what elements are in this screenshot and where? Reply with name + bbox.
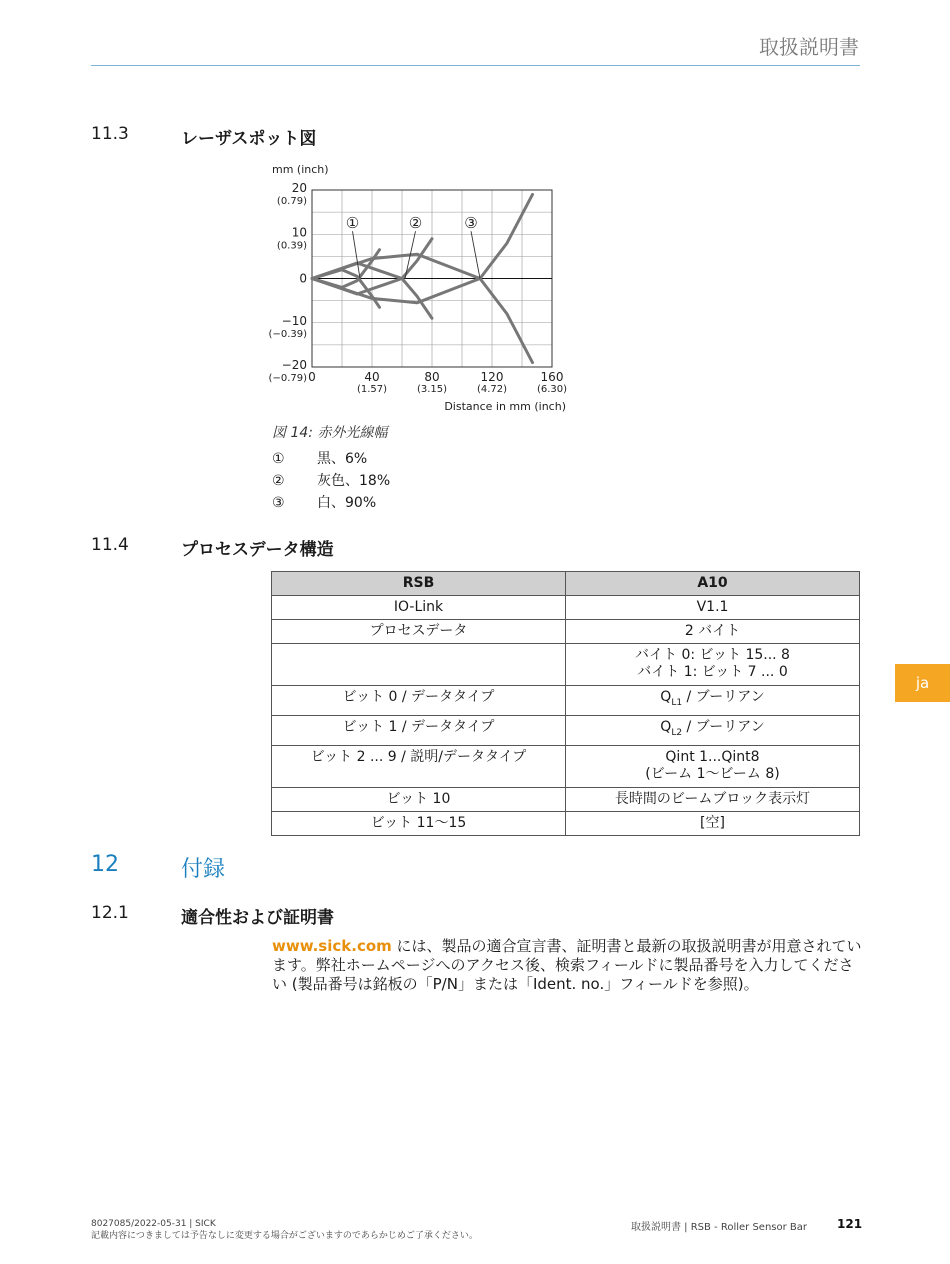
annotation-label: ① (345, 214, 360, 233)
table-row (272, 686, 860, 716)
table-row (272, 620, 860, 644)
table-cell: プロセスデータ (272, 620, 566, 644)
annotation-leader (471, 231, 480, 278)
section-number: 11.4 (91, 535, 129, 555)
y-tick-label: −10 (281, 313, 307, 328)
chapter-number: 12 (91, 852, 119, 877)
table-row (272, 787, 860, 811)
annotation-label: ② (408, 214, 423, 233)
table-cell: [空] (566, 811, 860, 835)
y-tick-sublabel: (0.39) (276, 240, 307, 252)
cell-text: / ブーリアン (682, 718, 765, 735)
x-tick-sublabel: (4.72) (476, 384, 508, 395)
legend-item-3 (272, 492, 376, 512)
section-number: 12.1 (91, 903, 129, 923)
table-cell: IO-Link (272, 596, 566, 620)
table-cell: ビット 2 ... 9 / 説明/データタイプ (272, 745, 566, 787)
annotation-label: ③ (464, 214, 478, 233)
header-rule (91, 65, 860, 66)
x-tick-sublabel: (6.30) (536, 384, 568, 395)
x-axis-label: Distance in mm (inch) (444, 400, 566, 413)
table-cell: ビット 10 (272, 787, 566, 811)
table-cell: ビット 0 / データタイプ (272, 686, 566, 716)
y-tick-label: 0 (299, 271, 307, 286)
sick-link[interactable]: www.sick.com (272, 937, 392, 955)
cell-line: バイト 0: ビット 15... 8 (635, 647, 790, 663)
table-cell: V1.1 (566, 596, 860, 620)
x-tick-label: 120 (480, 370, 504, 384)
table-cell: ビット 11〜15 (272, 811, 566, 835)
cell-subscript: L2 (671, 727, 683, 738)
x-tick-sublabel: (3.15) (416, 384, 448, 395)
table-cell (566, 745, 860, 787)
legend-text: 白、90% (317, 495, 377, 511)
cell-text: Q (660, 718, 672, 735)
chapter-title: 付録 (181, 857, 226, 882)
cell-line: バイト 1: ビット 7 ... 0 (637, 664, 788, 680)
legend-mark: ② (272, 473, 285, 489)
footer-left (91, 1218, 478, 1242)
section-title: 適合性および証明書 (181, 908, 334, 928)
y-tick-sublabel: (−0.79) (268, 373, 307, 384)
header-title: 取扱説明書 (759, 35, 859, 59)
x-tick-label: 160 (540, 370, 564, 384)
y-tick-label: 10 (291, 225, 307, 240)
column-header: RSB (272, 572, 566, 596)
language-tab[interactable]: ja (895, 664, 950, 702)
table-row (272, 745, 860, 787)
table-cell: ビット 1 / データタイプ (272, 715, 566, 745)
section-number: 11.3 (91, 124, 129, 144)
cell-text: Q (660, 689, 672, 705)
table-row (272, 644, 860, 686)
table-header-row (272, 572, 860, 596)
table-cell (566, 686, 860, 716)
table-cell: 長時間のビームブロック表示灯 (566, 787, 860, 811)
y-axis-label: mm (inch) (272, 163, 329, 176)
annotation-leader (353, 231, 361, 278)
y-tick-sublabel: (0.79) (276, 196, 307, 207)
legend-text: 黒、6% (317, 451, 368, 467)
section-title: プロセスデータ構造 (181, 540, 334, 560)
body-paragraph (272, 937, 864, 994)
cell-text: / ブーリアン (682, 689, 765, 705)
table-row (272, 715, 860, 745)
column-header: A10 (566, 572, 860, 596)
process-data-table (271, 571, 860, 836)
x-tick-sublabel: (1.57) (356, 384, 388, 395)
footer-disclaimer: 記載内容につきましては予告なしに変更する場合がございますのであらかじめご了承ください。 (91, 1231, 478, 1241)
table-cell (566, 715, 860, 745)
legend-text: 灰色、18% (317, 473, 391, 489)
cell-subscript: L1 (671, 697, 683, 708)
body-text: には、製品の適合宣言書、証明書と最新の取扱説明書が用意されています。弊社ホームページへのアクセス後、検索フィールドに製品番号を入力してください (製品番号は銘板の「P/N」または「Ident. no.」フィールドを参照)。 (272, 937, 862, 993)
footer-doc-title: 取扱説明書 | RSB - Roller Sensor Bar (631, 1222, 808, 1233)
y-tick-label: 20 (291, 181, 307, 195)
laser-spot-chart (265, 160, 585, 416)
table-row (272, 596, 860, 620)
table-cell: 2 バイト (566, 620, 860, 644)
table-row (272, 811, 860, 835)
legend-item-1 (272, 448, 367, 468)
table-cell (566, 644, 860, 686)
legend-item-2 (272, 470, 390, 490)
cell-line: (ビーム 1〜ビーム 8) (645, 765, 780, 782)
cell-line: Qint 1...Qint8 (665, 748, 760, 765)
page-number: 121 (837, 1217, 863, 1231)
footer-doc-id: 8027085/2022-05-31 | SICK (91, 1219, 216, 1229)
legend-mark: ① (272, 451, 285, 467)
x-tick-label: 80 (424, 370, 440, 384)
y-tick-label: −20 (281, 358, 307, 372)
table-cell (272, 644, 566, 686)
x-tick-label: 0 (308, 370, 316, 384)
legend-mark: ③ (272, 495, 285, 511)
y-tick-sublabel: (−0.39) (268, 328, 307, 340)
figure-caption: 図 14: 赤外光線幅 (272, 425, 388, 441)
section-title: レーザスポット図 (181, 129, 317, 149)
x-tick-label: 40 (364, 370, 380, 384)
